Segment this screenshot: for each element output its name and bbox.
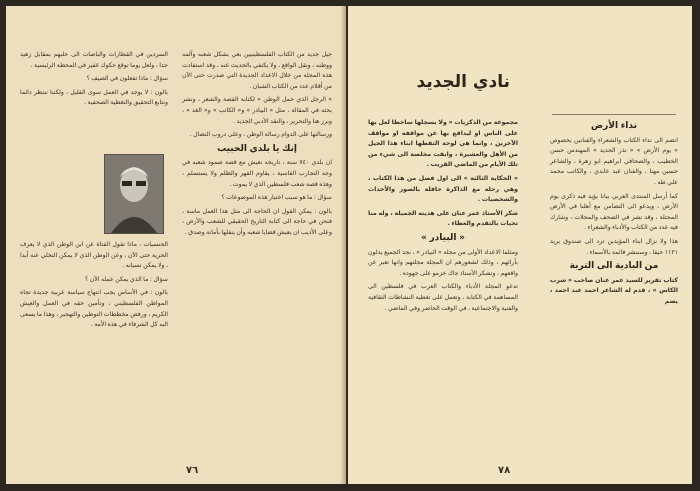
paragraph: كتاب تقرير للسيد عمر عنان صاحب « شرب الكاس » ، قدم له الشاعر احمد عبد احمد ، يضم [550, 276, 678, 305]
right-page-main-column [368, 118, 518, 317]
paragraph: ومثلما الاعداد الأولى من مجلة « البيادر » ، نجد الجميع يدلون بآرائهم ، وذلك لشعورهم ان المجلة مجلتهم وانها تعبر عن واقعهم ، وتشكر الأستاذ جاك خزمو على جهوده . [368, 248, 518, 277]
left-page [6, 6, 346, 484]
paragraph: جيل جديد من الكتاب الفلسطينيين بعي بشكل شعبه وآلمه ووطنه ، ونقل الواقع ، ولا يكتفي بالحديث عنه ، وقد استفادت هذه المجلة من خلال الاعداد الجديدة التي صدرت حتى الآن من أقلام عدد من الكتاب الشبان . [182, 51, 332, 90]
portrait-image [105, 155, 163, 233]
paragraph: تدعو المجلة الأدباء والكتاب العرب في فلسطين الى المساهمة في الكتابة ، وتعمل على تغطية النشاطات الثقافية والفنية والاجتماعية ، في الوقت الحاضر وفي الماضي . [368, 283, 518, 312]
paragraph: مجموعة من الذكريات « ولا بسجلها ساخطا لعل بها على الناس او ليدافع بها عن مواقفه او مواقف الآخرين ، وانما هي لوحة التقطها ابناء هذا الجيل من الأهل والعشيرة ، وابقت مخلصة الى شيء من تلك الأيام من الماضي القريب . [368, 119, 518, 169]
question-text: سؤال : ماذا تفعلون في الصيف ؟ [86, 75, 168, 83]
paragraph: « الرجل الذي حمل الوطن » لكتابة القصة والشعر ، ونشر بحثه في المقالة ، مثل « البيادر » و« الكاتب » و« الغد » ، وبرز هنا والتحرير ، والنقد الأدبي الجديد . [182, 96, 332, 125]
paragraph: ورسالتها على الدوام رسالة الوطن ، وعلى دروب النضال . [189, 131, 332, 139]
right-page [348, 6, 692, 484]
paragraph: السردين في القطارات والباصات الى حلبهم بمقابل زهيد جدا ، ولعل يوما توقع حكوك غفير في المحطة الرئيسية . [20, 51, 168, 69]
answer-text: بالون : يمكن القول ان الحاجة الى مثل هذا العمل ماسة ، فنحن في حاجة الى كتابة التاريخ الحقيقي للشعب والأرض ، وعلى الأديب ان يعيش قضايا شعبه وأن ينقلها بأمانة وصدق . [182, 207, 332, 236]
paragraph: « الحكاية الثالثة » الى اول فصل من هذا الكتاب ، وهي رحلة مع الذاكرة حافلة بالصور والأحداث والشخصيات . [368, 174, 518, 204]
left-page-left-column [20, 50, 168, 112]
page-title: نادي الجديد [416, 72, 510, 92]
paragraph: كما أرسل المنتدى العربي بيانا يؤيد فيه ذكرى يوم الأرض ، ويدعو الى التضامن مع أهلنا في الأرض المحتلة ، وقد نشر في الصحف والمجلات ، وشارك فيه عدد من الكتاب والأدباء والشعراء . [550, 192, 678, 232]
page-number: ٧٨ [498, 465, 511, 476]
answer-text: بالون : لا يوجد في العمل سوى القليل ، ولكننا ننتظر دائما ونتابع التحقيق والتغطية الصحفية . [20, 88, 168, 107]
section-heading: من البادية الى التربة [569, 261, 659, 272]
section-heading: إنك يا بلدي الحبيب [217, 143, 297, 154]
right-page-side-column [550, 118, 678, 311]
section-heading: نداء الأرض [591, 121, 637, 131]
paragraph: شكر الأستاذ عمر عنان على هديته الجميلة ، وله منا تحيات بالتقدم والعطاء . [368, 209, 518, 228]
question-text: سؤال : ما الذي يمكن عمله الآن ؟ [85, 275, 168, 283]
paragraph: ان بلدي ٧٤٠ سنة ، تاريخه نعيش مع قصة صمود شعبه في وجه التجارب القاسية ، يقاوم القهر والظلم ولا يستسلم ، وهذه قصة شعب فلسطين الذي لا يموت . [182, 159, 332, 188]
paragraph: الجنسيات ، ماذا تقول الفتاة عن ابن الوطن الذي لا يعرف الحرية حتى الآن ، وعن الوطن الذي لا يمكن التخلي عنه أبدا ، ولا يمكن نسيانه . [20, 241, 168, 270]
divider [552, 114, 676, 115]
paragraph: هذا ولا نزال ابناء المؤيدين ترد الى صندوق بريد ١١٢١ حيفا ، وسننشر قائمة بالأسماء . [550, 237, 678, 256]
left-page-right-column [182, 50, 332, 242]
portrait-photo [104, 154, 164, 234]
question-text: سؤال : ما هو سبب اختيار هذه الموضوعات ؟ [221, 194, 332, 202]
left-page-left-column-lower [20, 240, 168, 334]
page-number: ٧٦ [186, 465, 199, 476]
paragraph: انضم الى نداء الكتاب والشعراء والفنانين بخصوص « يوم الأرض » « نذر الجديد » المهندس حسن الخطيب ، والصحافي ابراهيم ابو زهرة ، والشاعر حسين مهنا ، والفنان عبد عابدي ، والكاتب محمد علي طه . [550, 136, 678, 186]
section-heading: « البيادر » [421, 232, 465, 243]
answer-text: بالون : في الأساس يجب انتهاج سياسة عربية جديدة تجاه المواطن الفلسطيني ، وتأمين حقه في العمل والعيش الكريم ، ورفض مخططات التوطين والتهجير ، وهذا ما يسعى اليه كل الشرفاء في هذه الأمة . [20, 289, 168, 329]
